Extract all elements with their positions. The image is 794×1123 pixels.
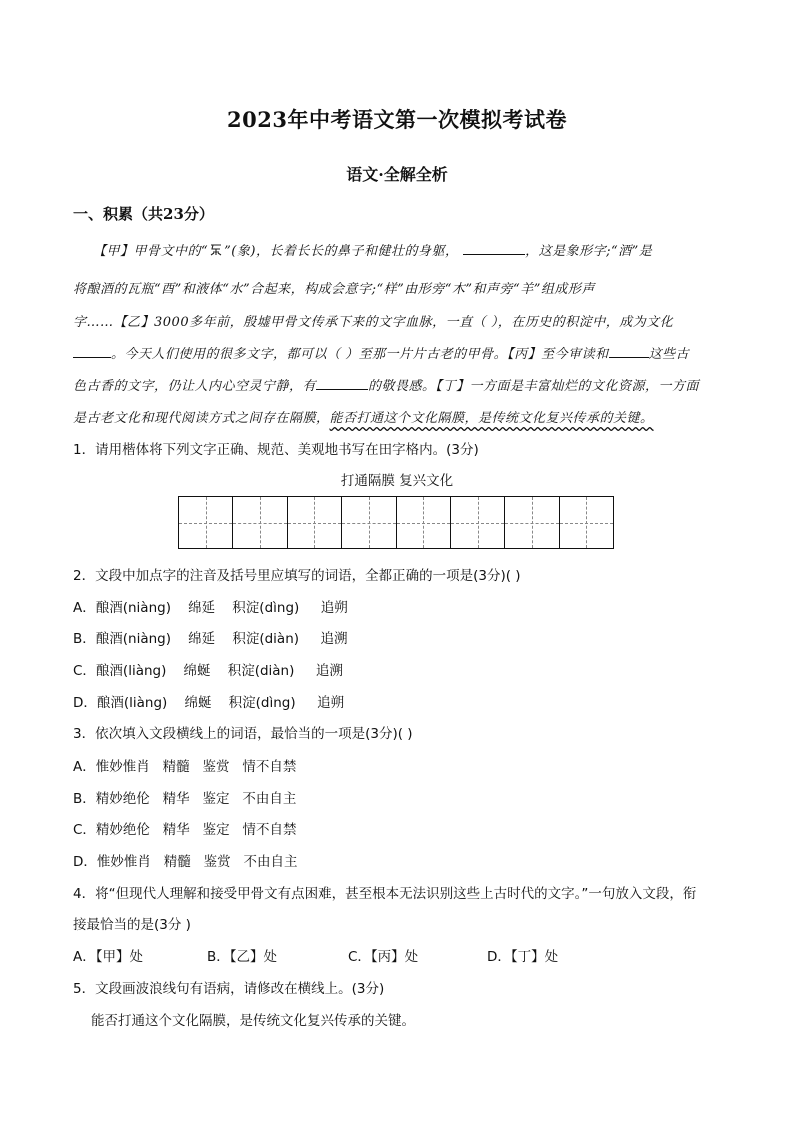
question-3-stem: 3．依次填入文段横线上的词语，最恰当的一项是(3分)( ) xyxy=(73,726,413,742)
grid-cell[interactable] xyxy=(505,497,559,548)
wavy-underlined-sentence: 能否打通这个文化隔膜，是传统文化复兴传承的关键。 xyxy=(329,411,654,426)
passage-text: ”(象)，长着长长的鼻子和健壮的身躯， xyxy=(224,244,459,259)
passage-text: 的敬畏感。【丁】一方面是丰富灿烂的文化资源，一方面 xyxy=(368,379,700,394)
grid-cell[interactable] xyxy=(233,497,287,548)
question-4-option-d[interactable]: D．【丁】处 xyxy=(487,949,559,965)
grid-cell[interactable] xyxy=(397,497,451,548)
grid-cell[interactable] xyxy=(179,497,233,548)
section-heading: 一、积累（共23分） xyxy=(73,205,214,223)
question-1-text: 打通隔膜 复兴文化 xyxy=(340,473,454,489)
passage-line-6 xyxy=(73,407,654,426)
grid-cell[interactable] xyxy=(342,497,396,548)
passage-text: 【甲】甲骨文中的“ xyxy=(93,244,209,259)
question-1-stem: 1．请用楷体将下列文字正确、规范、美观地书写在田字格内。(3分) xyxy=(73,442,479,458)
question-4-stem-line-1: 4．将“但现代人理解和接受甲骨文有点困难，甚至根本无法识别这些上古时代的文字。”一句放入文段，衔 xyxy=(73,886,697,902)
passage-text: 这些古 xyxy=(648,347,690,362)
tianzige-grid[interactable] xyxy=(178,496,614,549)
question-3-option-a[interactable]: A．惟妙惟肖 精髓 鉴赏 情不自禁 xyxy=(73,759,297,775)
question-3-option-b[interactable]: B．精妙绝伦 精华 鉴定 不由自主 xyxy=(73,791,297,807)
blank-line[interactable] xyxy=(463,242,525,255)
grid-cell[interactable] xyxy=(288,497,342,548)
grid-cell[interactable] xyxy=(560,497,613,548)
passage-line-1 xyxy=(93,240,652,259)
passage-line-2: 将酿酒的瓦瓶“酉”和液体“水”合起来，构成会意字;“样”由形旁“木”和声旁“羊”组成形声 xyxy=(73,282,595,297)
passage-text: 色古香的文字，仍让人内心空灵宁静，有 xyxy=(73,379,317,394)
question-2-option-a[interactable]: A．酿酒(niàng) 绵延 积淀(dìng) 追朔 xyxy=(73,600,348,616)
question-2-option-b[interactable]: B．酿酒(niàng) 绵延 积淀(diàn) 追溯 xyxy=(73,631,348,647)
passage-text: 。今天人们使用的很多文字，都可以（ ）至那一片片古老的甲骨。【丙】至今审读和 xyxy=(111,347,609,362)
passage-line-3: 字……【乙】3000多年前，殷墟甲骨文传承下来的文字血脉，一直（ ），在历史的积淀中，成为文化 xyxy=(73,315,674,330)
page-subtitle: 语文·全解全析 xyxy=(346,165,448,184)
question-5-answer: 能否打通这个文化隔膜，是传统文化复兴传承的关键。 xyxy=(91,1013,415,1029)
page-title: 2023年中考语文第一次模拟考试卷 xyxy=(227,107,567,132)
question-2-stem: 2．文段中加点字的注音及括号里应填写的词语，全都正确的一项是(3分)( ) xyxy=(73,568,521,584)
blank-line[interactable] xyxy=(73,345,111,358)
question-3-option-c[interactable]: C．精妙绝伦 精华 鉴定 情不自禁 xyxy=(73,822,297,838)
question-4-stem-line-2: 接最恰当的是(3分 ) xyxy=(73,917,191,933)
question-2-option-d[interactable]: D．酿酒(liàng) 绵蜒 积淀(dìng) 追朔 xyxy=(73,695,345,711)
question-4-option-a[interactable]: A．【甲】处 xyxy=(73,949,143,965)
question-5-stem: 5．文段画波浪线句有语病，请修改在横线上。(3分) xyxy=(73,981,385,997)
question-2-option-c[interactable]: C．酿酒(liàng) 绵蜒 积淀(diàn) 追溯 xyxy=(73,663,343,679)
elephant-oracle-glyph-icon xyxy=(208,243,224,257)
passage-text: ，这是象形字;“酒”是 xyxy=(525,244,653,259)
question-4-option-c[interactable]: C．【丙】处 xyxy=(348,949,419,965)
blank-line[interactable] xyxy=(316,377,368,390)
blank-line[interactable] xyxy=(609,345,649,358)
question-4-option-b[interactable]: B．【乙】处 xyxy=(207,949,278,965)
grid-cell[interactable] xyxy=(451,497,505,548)
passage-line-5 xyxy=(73,375,699,394)
question-3-option-d[interactable]: D．惟妙惟肖 精髓 鉴赏 不由自主 xyxy=(73,854,298,870)
passage-line-4 xyxy=(73,343,689,362)
passage-text: 是古老文化和现代阅读方式之间存在隔膜， xyxy=(73,411,330,426)
